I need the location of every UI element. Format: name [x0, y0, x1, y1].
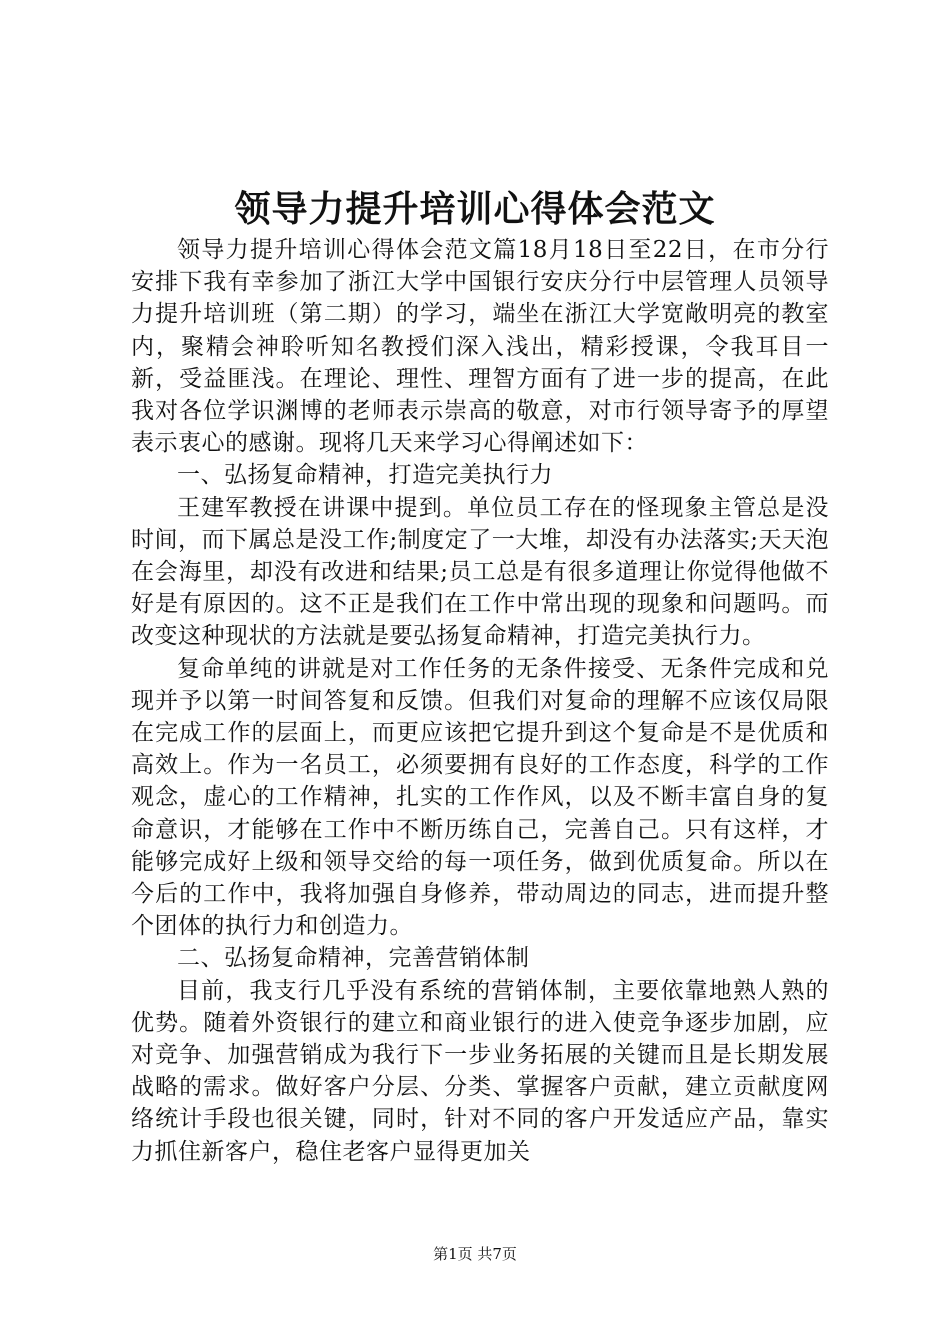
paragraph-3: 复命单纯的讲就是对工作任务的无条件接受、无条件完成和兑现并予以第一时间答复和反馈。但我们对复命的理解不应该仅局限在完成工作的层面上，而更应该把它提升到这个复命是不是优质和高效上。作为一名员工，必须要拥有良好的工作态度，科学的工作观念，虚心的工作精神，扎实的工作作风，以及不断丰富自身的复命意识，才能够在工作中不断历练自己，完善自己。只有这样，才能够完成好上级和领导交给的每一项任务，做到优质复命。所以在今后的工作中，我将加强自身修养，带动周边的同志，进而提升整个团体的执行力和创造力。 [131, 655, 829, 940]
paragraph-intro: 领导力提升培训心得体会范文篇18月18日至22日，在市分行安排下我有幸参加了浙江大学中国银行安庆分行中层管理人员领导力提升培训班（第二期）的学习，端坐在浙江大学宽敞明亮的教室内，聚精会神聆听知名教授们深入浅出，精彩授课，令我耳目一新，受益匪浅。在理论、理性、理智方面有了进一步的提高，在此我对各位学识渊博的老师表示崇高的敬意，对市行领导寄予的厚望表示衷心的感谢。现将几天来学习心得阐述如下： [131, 237, 829, 457]
document-body [131, 234, 829, 1168]
section-heading-2: 二、弘扬复命精神，完善营销体制 [177, 945, 530, 972]
paragraph-2: 王建军教授在讲课中提到。单位员工存在的怪现象主管总是没时间，而下属总是没工作;制度定了一大堆，却没有办法落实;天天泡在会海里，却没有改进和结果;员工总是有很多道理让你觉得他做不好是有原因的。这不正是我们在工作中常出现的现象和问题吗。而改变这种现状的方法就是要弘扬复命精神，打造完美执行力。 [131, 494, 829, 650]
section-heading-1: 一、弘扬复命精神，打造完美执行力 [177, 462, 553, 489]
document-title: 领导力提升培训心得体会范文 [234, 188, 716, 230]
paragraph-5: 目前，我支行几乎没有系统的营销体制，主要依靠地熟人熟的优势。随着外资银行的建立和商业银行的进入使竞争逐步加剧，应对竞争、加强营销成为我行下一步业务拓展的关键而且是长期发展战略的需求。做好客户分层、分类、掌握客户贡献，建立贡献度网络统计手段也很关键，同时，针对不同的客户开发适应产品，靠实力抓住新客户，稳住老客户显得更加关 [131, 977, 829, 1165]
page-footer: 第1页 共7页 [433, 1245, 517, 1263]
